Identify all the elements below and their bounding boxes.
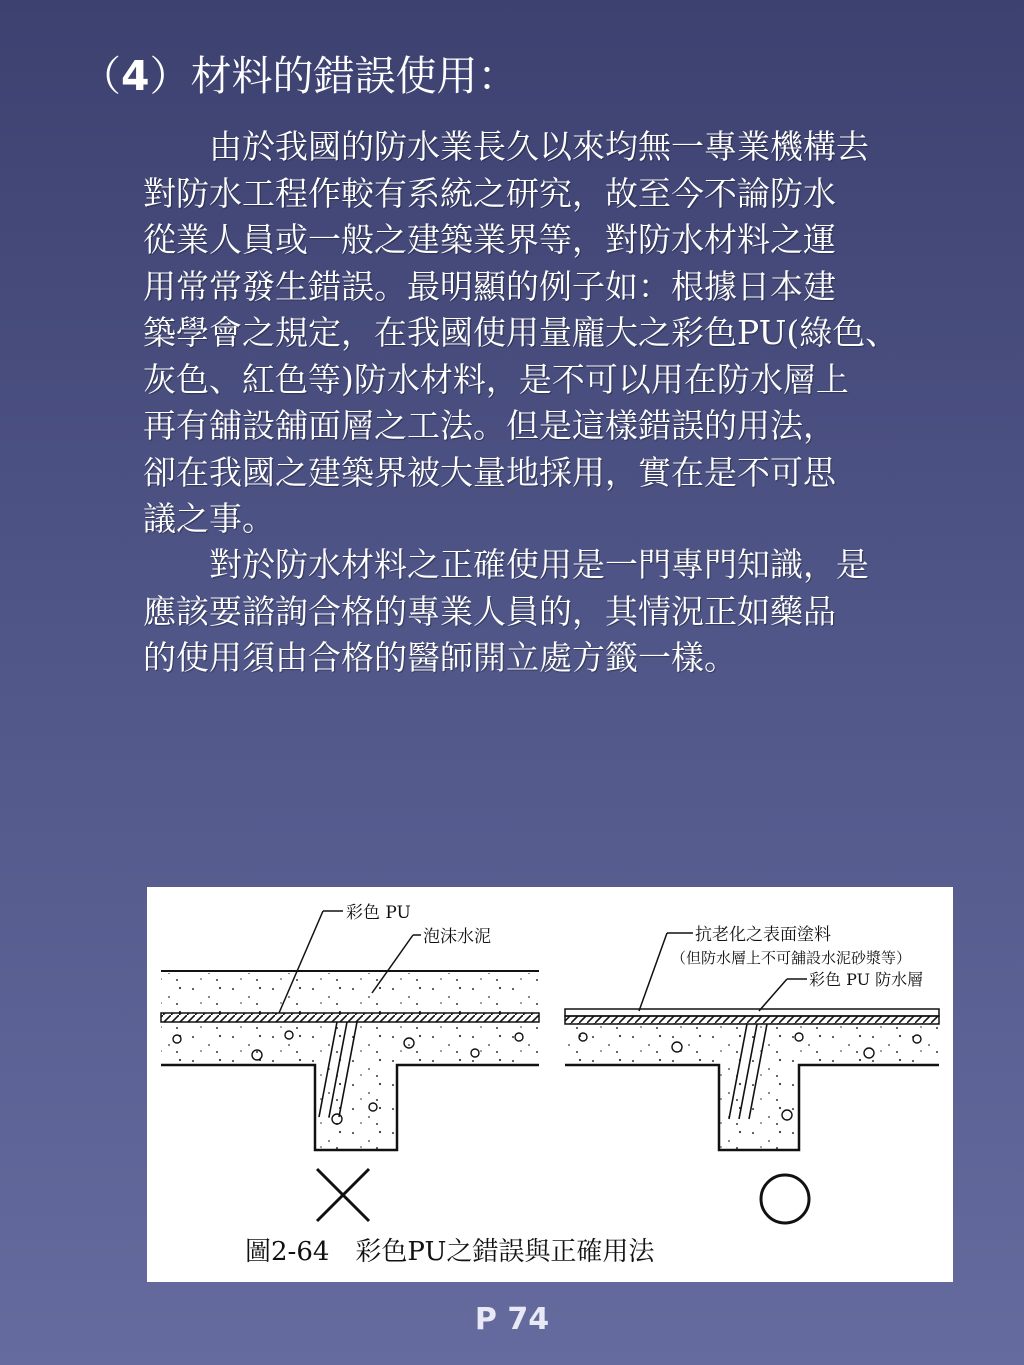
paragraph-line: 灰色、紅色等)防水材料，是不可以用在防水層上 xyxy=(143,359,849,399)
correct-mark xyxy=(761,1175,809,1223)
label-pu-layer: 彩色 PU 防水層 xyxy=(809,970,924,989)
paragraph-1 xyxy=(143,124,993,543)
wrong-mark xyxy=(317,1169,369,1221)
label-coating: 抗老化之表面塗料 xyxy=(695,925,831,945)
page-number: P 74 xyxy=(474,1302,550,1337)
paragraph-line: 對防水工程作較有系統之研究，故至今不論防水 xyxy=(143,173,836,213)
cross-section-diagram xyxy=(147,887,953,1282)
label-pu: 彩色 PU xyxy=(346,903,411,923)
paragraph-line: 用常常發生錯誤。最明顯的例子如：根據日本建 xyxy=(143,266,836,306)
correct-method-detail xyxy=(565,925,939,1223)
paragraph-2 xyxy=(143,542,993,682)
label-note: （但防水層上不可舖設水泥砂漿等） xyxy=(671,949,912,967)
figure-caption: 圖2-64 彩色PU之錯誤與正確用法 xyxy=(245,1237,655,1267)
section-number: 4 xyxy=(121,52,150,100)
section-heading: （4）材料的錯誤使用： xyxy=(80,52,519,100)
paragraph-line: 議之事。 xyxy=(143,499,275,538)
paragraph-line: 再有舖設舖面層之工法。但是這樣錯誤的用法， xyxy=(143,406,836,445)
wrong-method-detail xyxy=(161,903,539,1221)
figure-pu-usage xyxy=(147,887,953,1282)
paragraph-line: 築學會之規定，在我國使用量龐大之彩色PU(綠色、 xyxy=(143,313,899,352)
paragraph-line: 應該要諮詢合格的專業人員的，其情況正如藥品 xyxy=(143,591,836,631)
paragraph-line: 卻在我國之建築界被大量地採用，實在是不可思 xyxy=(143,452,836,492)
paragraph-line: 從業人員或一般之建築業界等，對防水材料之運 xyxy=(143,220,836,259)
paragraph-line: 的使用須由合格的醫師開立處方籤一樣。 xyxy=(143,638,737,677)
paragraph-line: 由於我國的防水業長久以來均無一專業機構去 xyxy=(209,127,869,166)
paragraph-line: 對於防水材料之正確使用是一門專門知識，是 xyxy=(209,545,869,584)
label-foam-cement: 泡沫水泥 xyxy=(423,927,491,947)
